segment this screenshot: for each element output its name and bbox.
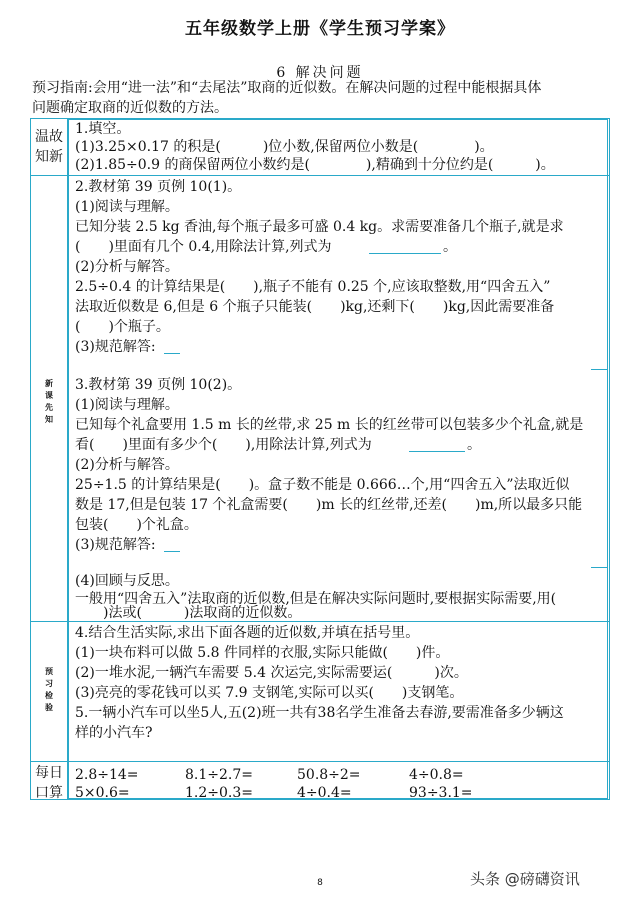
check-question: (1)一块布料可以做 5.8 件同样的衣服,实际只能做( )件。 <box>75 645 450 661</box>
answer-blank-line <box>409 451 465 452</box>
calc-item: 5×0.6= <box>75 785 130 801</box>
calc-item: 4÷0.4= <box>297 785 352 801</box>
example1-text: ( )个瓶子。 <box>75 319 170 335</box>
example1-step: (2)分析与解答。 <box>75 259 179 275</box>
answer-blank-line <box>164 551 180 552</box>
example2-period: 。 <box>467 437 481 453</box>
example2-text: 看( )里面有多少个( ),用除法计算,列式为 <box>75 437 372 453</box>
worksheet-table <box>30 118 610 800</box>
example2-step: (3)规范解答: <box>75 537 156 553</box>
example1-text: 法取近似数是 6,但是 6 个瓶子只能装( )kg,还剩下( )kg,因此需要准备 <box>75 299 555 315</box>
section-label-new: 新课先知 <box>45 378 53 424</box>
section-label-check: 预习检验 <box>45 666 53 712</box>
check-question: 样的小汽车? <box>75 725 153 741</box>
calc-item: 1.2÷0.3= <box>185 785 253 801</box>
review-heading: 1.填空。 <box>75 121 131 137</box>
answer-blank-line <box>369 253 441 254</box>
section-label-review: 温故 知新 <box>35 129 63 165</box>
reflect-heading: (4)回顾与反思。 <box>75 573 179 589</box>
calc-item: 93÷3.1= <box>409 785 473 801</box>
answer-blank-line <box>164 353 180 354</box>
example1-text: 已知分装 2.5 kg 香油,每个瓶子最多可盛 0.4 kg。求需要准备几个瓶子,就是求 <box>75 219 564 235</box>
calc-item: 50.8÷2= <box>297 767 361 783</box>
lesson-subtitle: 6 解决问题 <box>276 65 364 81</box>
row-divider <box>31 175 609 176</box>
guide-line: 预习指南:会用“进一法”和“去尾法”取商的近似数。在解决问题的过程中能根据具体 <box>32 80 542 96</box>
review-question-2: (2)1.85÷0.9 的商保留两位小数约是( ),精确到十分位约是( )。 <box>75 157 555 173</box>
reflect-text: 一般用“四舍五入”法取商的近似数,但是在解决实际问题时,要根据实际需要,用( <box>75 591 557 607</box>
preview-guide <box>32 78 622 118</box>
example1-text: 2.5÷0.4 的计算结果是( ),瓶子不能有 0.25 个,应该取整数,用“四舍五入” <box>75 279 551 295</box>
example2-text: 已知每个礼盒要用 1.5 m 长的丝带,求 25 m 长的红丝带可以包装多少个礼盒,就是 <box>75 417 584 433</box>
section-label-calc: 每日 口算 <box>35 765 63 801</box>
example2-step: (1)阅读与理解。 <box>75 397 179 413</box>
example2-text: 包装( )个礼盒。 <box>75 517 198 533</box>
row-divider <box>31 761 609 762</box>
calc-item: 8.1÷2.7= <box>185 767 253 783</box>
example2-heading: 3.教材第 39 页例 10(2)。 <box>75 377 242 393</box>
answer-blank-line <box>591 567 607 568</box>
example1-period: 。 <box>443 239 457 255</box>
example1-step: (3)规范解答: <box>75 339 156 355</box>
check-heading: 4.结合生活实际,求出下面各题的近似数,并填在括号里。 <box>75 625 420 641</box>
watermark-text: 头条 @磅礴资讯 <box>470 870 580 888</box>
guide-line: 问题确定取商的近似数的方法。 <box>32 100 228 116</box>
example1-step: (1)阅读与理解。 <box>75 199 179 215</box>
review-question-1: (1)3.25×0.17 的积是( )位小数,保留两位小数是( )。 <box>75 139 494 155</box>
check-question: 5.一辆小汽车可以坐5人,五(2)班一共有38名学生准备去春游,要需准备多少辆这 <box>75 705 564 721</box>
calc-item: 4÷0.8= <box>409 767 464 783</box>
example2-step: (2)分析与解答。 <box>75 457 179 473</box>
calc-item: 2.8÷14= <box>75 767 139 783</box>
check-question: (2)一堆水泥,一辆汽车需要 5.4 次运完,实际需要运( )次。 <box>75 665 468 681</box>
reflect-text: )法或( )法取商的近似数。 <box>75 605 302 621</box>
answer-blank-line <box>591 369 607 370</box>
example2-text: 数是 17,但是包装 17 个礼盒需要( )m 长的红丝带,还差( )m,所以最多只能 <box>75 497 583 513</box>
label-column-divider <box>67 119 68 799</box>
example2-text: 25÷1.5 的计算结果是( )。盒子数不能是 0.666…个,用“四舍五入”法取近似 <box>75 477 570 493</box>
page-title: 五年级数学上册《学生预习学案》 <box>185 19 455 39</box>
example1-heading: 2.教材第 39 页例 10(1)。 <box>75 179 242 195</box>
example1-text: ( )里面有几个 0.4,用除法计算,列式为 <box>75 239 332 255</box>
page-number: 8 <box>317 878 323 888</box>
check-question: (3)亮亮的零花钱可以买 7.9 支钢笔,实际可以买( )支钢笔。 <box>75 685 464 701</box>
